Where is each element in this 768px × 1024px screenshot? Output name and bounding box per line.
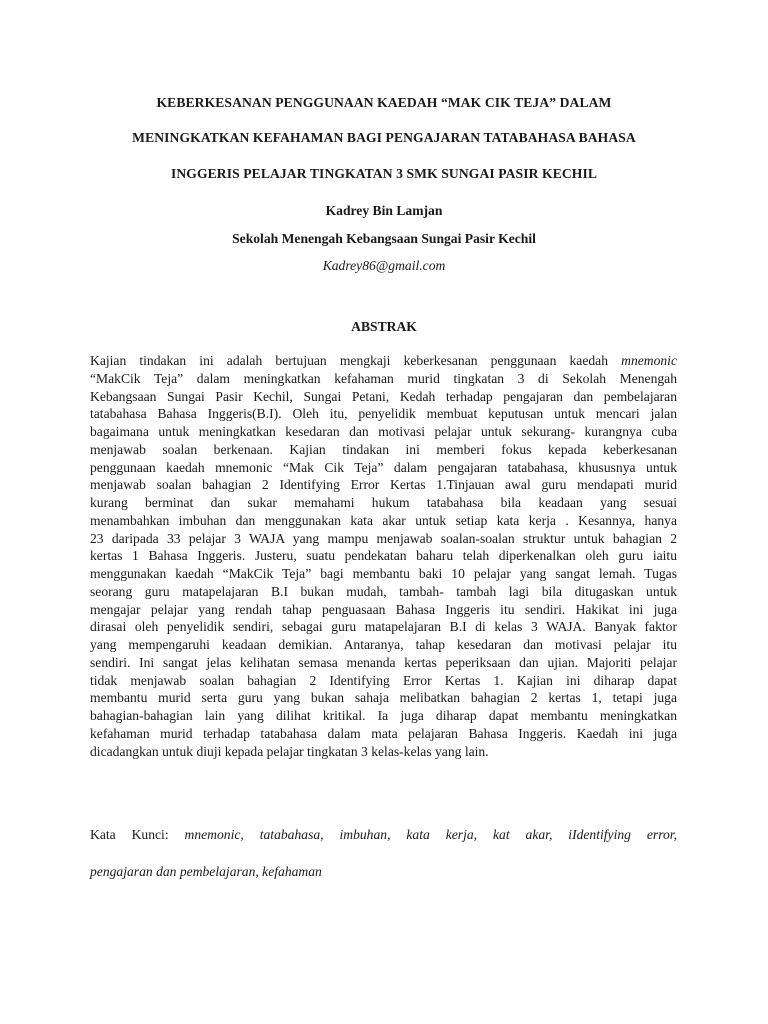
abstract-text: Kebangsaan Sungai Pasir Kechil, Sungai Petani, Kedah terhadap pengajaran dan pembelajaran <box>90 388 677 404</box>
abstract-line <box>90 405 677 423</box>
abstract-text: dicadangkan untuk diuji kepada pelajar tingkatan 3 kelas-kelas yang lain. <box>90 743 489 759</box>
paper-title-line-2: MENINGKATKAN KEFAHAMAN BAGI PENGAJARAN TATABAHASA BAHASA <box>132 130 636 145</box>
keywords-line-2: pengajaran dan pembelajaran, kefahaman <box>90 864 322 879</box>
abstract-italic-term: mnemonic <box>621 353 677 368</box>
keywords-line-1 <box>90 827 677 843</box>
abstract-text: bagaimana untuk meningkatkan kesedaran dan motivasi pelajar untuk sekurang- kurangnya cuba <box>90 424 677 439</box>
abstract-line <box>90 512 677 530</box>
abstract-body <box>90 352 677 760</box>
paper-title-line-1: KEBERKESANAN PENGGUNAAN KAEDAH “MAK CIK TEJA” DALAM <box>156 95 612 110</box>
abstract-line <box>90 672 677 690</box>
abstract-text: bahagian-bahagian lain yang dilihat kritikal. Ia juga diharap dapat membantu meningkatkan <box>90 708 677 723</box>
abstract-heading: ABSTRAK <box>351 319 417 334</box>
abstract-text: menggunakan kaedah “MakCik Teja” bagi membantu baki 10 pelajar yang sangat lemah. Tugas <box>90 566 677 581</box>
abstract-line <box>90 583 677 601</box>
abstract-text: Kajian tindakan ini adalah bertujuan mengkaji keberkesanan penggunaan kaedah <box>90 353 622 368</box>
abstract-line <box>90 654 677 672</box>
abstract-text: kurang berminat dan sukar memahami hukum tatabahasa bila keadaan yang sesuai <box>90 495 677 510</box>
author-email: Kadrey86@gmail.com <box>322 258 446 273</box>
abstract-text: penggunaan kaedah mnemonic “Mak Cik Teja” dalam pengajaran tatabahasa, khususnya untuk <box>90 459 677 475</box>
keywords-list-part-1: mnemonic, tatabahasa, imbuhan, kata kerja, kat akar, iIdentifying error, <box>184 827 677 842</box>
paper-title-line-3: INGGERIS PELAJAR TINGKATAN 3 SMK SUNGAI PASIR KECHIL <box>170 166 598 181</box>
abstract-line <box>90 707 677 725</box>
abstract-text: 23 daripada 33 pelajar 3 WAJA yang mampu menjawab soalan-soalan struktur untuk bahagian 2 <box>90 530 677 546</box>
abstract-line <box>90 388 677 406</box>
abstract-line <box>90 530 677 548</box>
abstract-text: tatabahasa Bahasa Inggeris(B.I). Oleh itu, penyelidik membuat keputusan untuk mencari jalan <box>90 406 677 422</box>
abstract-text: menambahkan imbuhan dan menggunakan kata akar untuk setiap kata kerja . Kesannya, hanya <box>90 512 677 528</box>
abstract-text: sendiri. Ini sangat jelas kelihatan semasa menanda kertas peperiksaan dan ujian. Majoriti pelajar <box>90 654 677 670</box>
abstract-text: yang mempengaruhi keadaan demikian. Antaranya, tahap kesedaran dan motivasi pelajar itu <box>90 637 677 652</box>
abstract-text: mengajar pelajar yang rendah tahap penguasaan Bahasa Inggeris itu sendiri. Hakikat ini juga <box>90 601 677 617</box>
keywords-label: Kata Kunci: <box>90 827 185 842</box>
abstract-text: menjawab soalan bahagian 2 Identifying Error Kertas 1.Tinjauan awal guru mendapati murid <box>90 477 677 493</box>
abstract-line <box>90 370 677 388</box>
abstract-line <box>90 441 677 459</box>
abstract-line <box>90 494 677 512</box>
abstract-line <box>90 601 677 619</box>
abstract-text: kertas 1 Bahasa Inggeris. Justeru, suatu pendekatan baharu telah diperkenalkan oleh guru iaitu <box>90 548 677 564</box>
abstract-text: “MakCik Teja” dalam meningkatkan kefahaman murid tingkatan 3 di Sekolah Menengah <box>90 370 677 386</box>
author-affiliation: Sekolah Menengah Kebangsaan Sungai Pasir Kechil <box>232 231 536 246</box>
abstract-line <box>90 352 677 370</box>
abstract-line <box>90 547 677 565</box>
author-name: Kadrey Bin Lamjan <box>325 203 443 218</box>
abstract-text: tidak menjawab soalan bahagian 2 Identifying Error Kertas 1. Kajian ini diharap dapat <box>90 672 677 688</box>
abstract-line <box>90 423 677 441</box>
abstract-line <box>90 459 677 477</box>
abstract-text: seorang guru matapelajaran B.I bukan mudah, tambah- tambah lagi bila ditugaskan untuk <box>90 583 677 599</box>
abstract-text: kefahaman murid terhadap tatabahasa dalam mata pelajaran Bahasa Inggeris. Kaedah ini juga <box>90 725 677 741</box>
abstract-line <box>90 565 677 583</box>
abstract-text: menjawab soalan berkenaan. Kajian tindakan ini memberi fokus kepada keberkesanan <box>90 441 677 457</box>
abstract-line <box>90 636 677 654</box>
abstract-line <box>90 725 677 743</box>
abstract-text: dirasai oleh penyelidik sendiri, sebagai guru matapelajaran B.I di kelas 3 WAJA. Banyak faktor <box>90 619 677 635</box>
abstract-line <box>90 743 677 761</box>
abstract-line <box>90 618 677 636</box>
abstract-text: membantu murid serta guru yang bukan sahaja melibatkan bahagian 2 kertas 1, tetapi juga <box>90 690 677 706</box>
abstract-line <box>90 476 677 494</box>
abstract-line <box>90 689 677 707</box>
